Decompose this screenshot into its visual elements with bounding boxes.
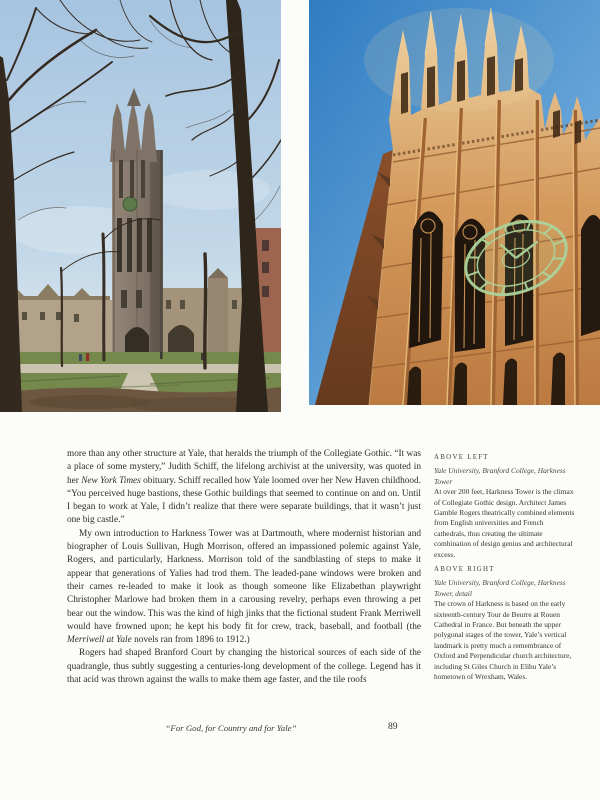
tower-detail-photo-illustration — [309, 0, 600, 405]
paragraph-2 — [67, 528, 421, 648]
paragraph-3 — [67, 647, 421, 687]
paragraph-1 — [67, 448, 421, 528]
caption-above-left — [434, 453, 576, 560]
caption-text: The crown of Harkness is based on the early sixteenth-century Tour de Beurre at Rouen Cathedral in France. But beneath the upper polygonal stages of the tower, Yale’s vertical landmark is pretty much a remembrance of Oxford and Perpendicular church architecture, including St Giles Church in Elihu Yale’s hometown of Wrexham, Wales. — [434, 599, 572, 682]
caption-label: ABOVE RIGHT — [434, 566, 495, 573]
caption-text: At over 200 feet, Harkness Tower is the climax of Collegiate Gothic design. Architect James Gamble Rogers theatrically combined elements from English universities and French cathedrals, thus creating the ultimate combination of design genius and architectural excess. — [434, 487, 575, 559]
campus-photo-illustration — [0, 0, 281, 412]
text-segment: Rogers had shaped Branford Court by changing the historical sources of each side of the quadrangle, thus subtly suggesting a centuries-long development of the college. Legend has it that acid was thrown against the walls to make them age faster, and the tile roofs — [67, 648, 421, 686]
caption-credit: Yale University, Branford College, Harkness Tower — [434, 466, 566, 486]
text-segment: My own introduction to Harkness Tower was at Dartmouth, where modernist historian and biographer of Louis Sullivan, Hugh Morrison, offered an impassioned polemic against Yale, Rogers, and particularly, Harkness. Morrison told of the sandblasting of steps to make it appear that generations of Yalies had trod them. The leaded-pane windows were broken and their cames re-leaded to make it look as though someone like Elizabethan playwright Christopher Marlowe had broken them in a carousing revelry, perhaps even throwing a pet bear out the window. This was the kind of high jinks that the fictional student Frank Merriwell would have frowned upon; he kept his body fit for crew, track, baseball, and football (the — [67, 528, 421, 632]
text-segment: obituary. Schiff recalled how Yale loomed over her New Haven childhood. “You perceived huge bastions, these Gothic buildings that seemed to continue on and on. Until I began to work at Yale, I didn’t realize that there were separate buildings, that it wasn’t just one big castle.” — [67, 475, 421, 526]
page-number: 89 — [388, 721, 398, 732]
italic-publication-title: New York Times — [81, 475, 141, 486]
text-segment: more than any other structure at Yale, that heralds the triumph of the Collegiate Gothic. “It was a place of some mystery,” Judith Schiff, the lifelong archivist at the university, was quoted in her — [67, 449, 421, 486]
body-text-column — [67, 448, 421, 687]
photo-left-campus-view — [0, 0, 281, 412]
running-footer-quote: “For God, for Country and for Yale” — [165, 723, 297, 733]
text-segment: novels ran from 1896 to 1912.) — [131, 635, 250, 646]
caption-credit: Yale University, Branford College, Harkness Tower, detail — [434, 578, 566, 598]
photo-right-tower-detail — [309, 0, 600, 405]
caption-label: ABOVE LEFT — [434, 454, 489, 461]
italic-series-title: Merriwell at Yale — [67, 635, 132, 646]
caption-above-right — [434, 565, 576, 682]
